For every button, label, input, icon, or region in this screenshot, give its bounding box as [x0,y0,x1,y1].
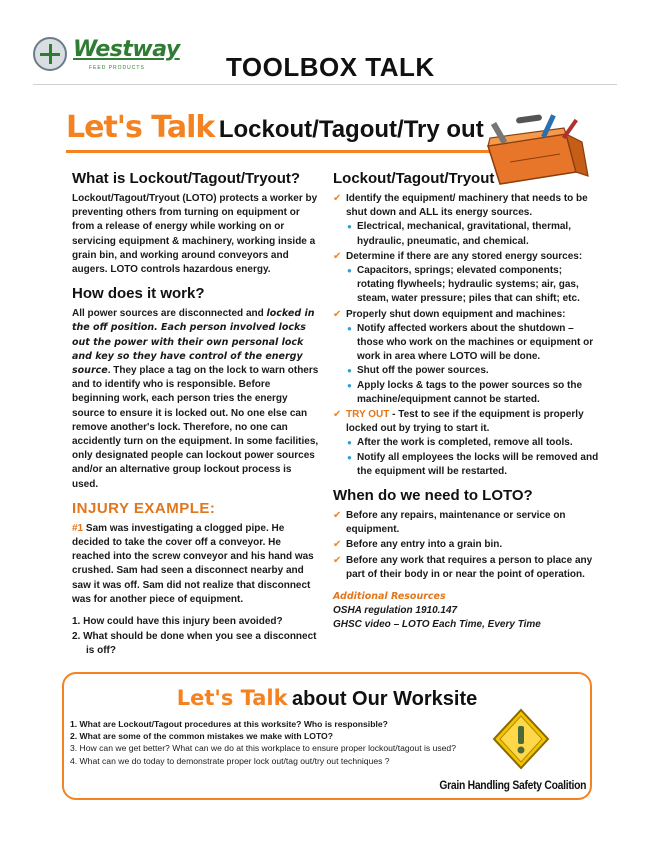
worksite-question: 4. What can we do today to demonstrate proper lock out/tag out/try out techniques ? [70,755,390,766]
shutdown-detail: ● Notify affected workers about the shutdown – those who work on the machines or equipment or work in area where LOTO will be done. [333,322,601,365]
resource-item: GHSC video – LOTO Each Time, Every Time [333,619,541,631]
shutdown-detail: ● Apply locks & tags to the power sources so the machine/equipment cannot be started. [333,379,601,407]
resources-title: Additional Resources [333,591,446,603]
discussion-questions [72,615,320,659]
try-out-label: TRY OUT [346,409,390,421]
step-stored-energy-detail: ● Capacitors, springs; elevated components; rotating flywheels; hydraulic systems; air, gas, steam, water pressure; piles that can shift; etc. [333,264,601,307]
logo-wordmark: Westway [73,37,180,62]
how-body-part2: . They place a tag on the lock to warn others and to identify who is responsible. Before beginning work, each person tries the energy source to ensure it is locked out. No one else can remove another's lock. Therefore, no one can accidently turn on the equipment. In some facilities, only designated people can lockout power sources and/or an alternative group lockout process is used. [72,365,319,490]
step-shutdown: ✔ Properly shut down equipment and machines: [333,308,601,322]
question-item: 1. How could have this injury been avoided? [72,616,283,628]
step-identify: ✔ Identify the equipment/ machinery that needs to be shut down and ALL its energy sources. [333,192,601,220]
header-divider [33,84,617,85]
page-title: TOOLBOX TALK [226,52,435,82]
how-body [72,307,320,492]
globe-icon [33,37,67,71]
westway-logo [33,35,183,75]
banner-underline [66,150,512,153]
worksite-lets-talk: Let's Talk [176,686,288,710]
how-body-emphasis: locked in the off position. Each person involved locks out the power with their own personal lock and key so they have control of the energy source [72,308,315,377]
shutdown-detail: ● Shut off the power sources. [333,364,601,378]
loto-heading: Lockout/Tagout/Tryout [333,170,495,187]
injury-text: Sam was investigating a clogged pipe. He decided to take the cover off a conveyor. He reached into the screw conveyor and his hand was crushed. Sam had seen a disconnect nearby and saw it was off. Sam did not realize that disconnect was for another piece of equipment. [72,522,314,605]
question-item: 2. What should be done when you see a disconnect is off? [72,631,317,657]
step-identify-detail: ● Electrical, mechanical, gravitational, thermal, hydraulic, pneumatic, and chemical. [333,220,601,248]
worksite-box [62,672,592,800]
logo-subtext: FEED PRODUCTS [89,65,145,71]
how-body-part1: All power sources are disconnected and [72,308,267,320]
try-out-text: - Test to see if the equipment is properly locked out by trying to start it. [346,409,584,435]
coalition-name: Grain Handling Safety Coalition [439,780,586,792]
warning-icon [492,708,550,770]
worksite-title-rest: about Our Worksite [292,688,478,710]
left-column [72,170,320,660]
when-heading: When do we need to LOTO? [333,487,533,505]
banner-topic: Lockout/Tagout/Try out [218,116,484,143]
resource-item: OSHA regulation 1910.147 [333,605,458,617]
injury-heading: INJURY EXAMPLE: [72,499,216,517]
worksite-question: 2. What are some of the common mistakes we make with LOTO? [70,731,333,742]
what-heading: What is Lockout/Tagout/Tryout? [72,170,301,187]
topic-banner [66,110,484,145]
step-try-out [333,408,601,436]
injury-body [72,522,320,607]
right-column [333,170,601,633]
try-out-detail: ● After the work is completed, remove all tools. [333,436,601,450]
how-heading: How does it work? [72,285,205,303]
worksite-question: 3. How can we get better? What can we do at this workplace to ensure proper lockout/tagout is used? [70,743,456,754]
step-stored-energy: ✔ Determine if there are any stored energy sources: [333,250,601,264]
injury-number: #1 [72,522,84,534]
try-out-detail: ● Notify all employees the locks will be removed and the equipment will be restarted. [333,451,601,479]
what-body: Lockout/Tagout/Tryout (LOTO) protects a worker by preventing others from turning on equipment or from a release of energy while working on or servicing equipment & machinery, working inside a grain bin, and working around conveyors and augers. LOTO controls hazardous energy. [72,193,318,276]
banner-lets-talk: Let's Talk [66,110,215,145]
when-item: ✔ Before any entry into a grain bin. [333,538,601,552]
worksite-question: 1. What are Lockout/Tagout procedures at this worksite? Who is responsible? [70,719,388,729]
when-item: ✔ Before any repairs, maintenance or service on equipment. [333,509,601,537]
when-item: ✔ Before any work that requires a person to place any part of their body in or near the point of operation. [333,554,601,582]
worksite-questions [70,718,480,767]
